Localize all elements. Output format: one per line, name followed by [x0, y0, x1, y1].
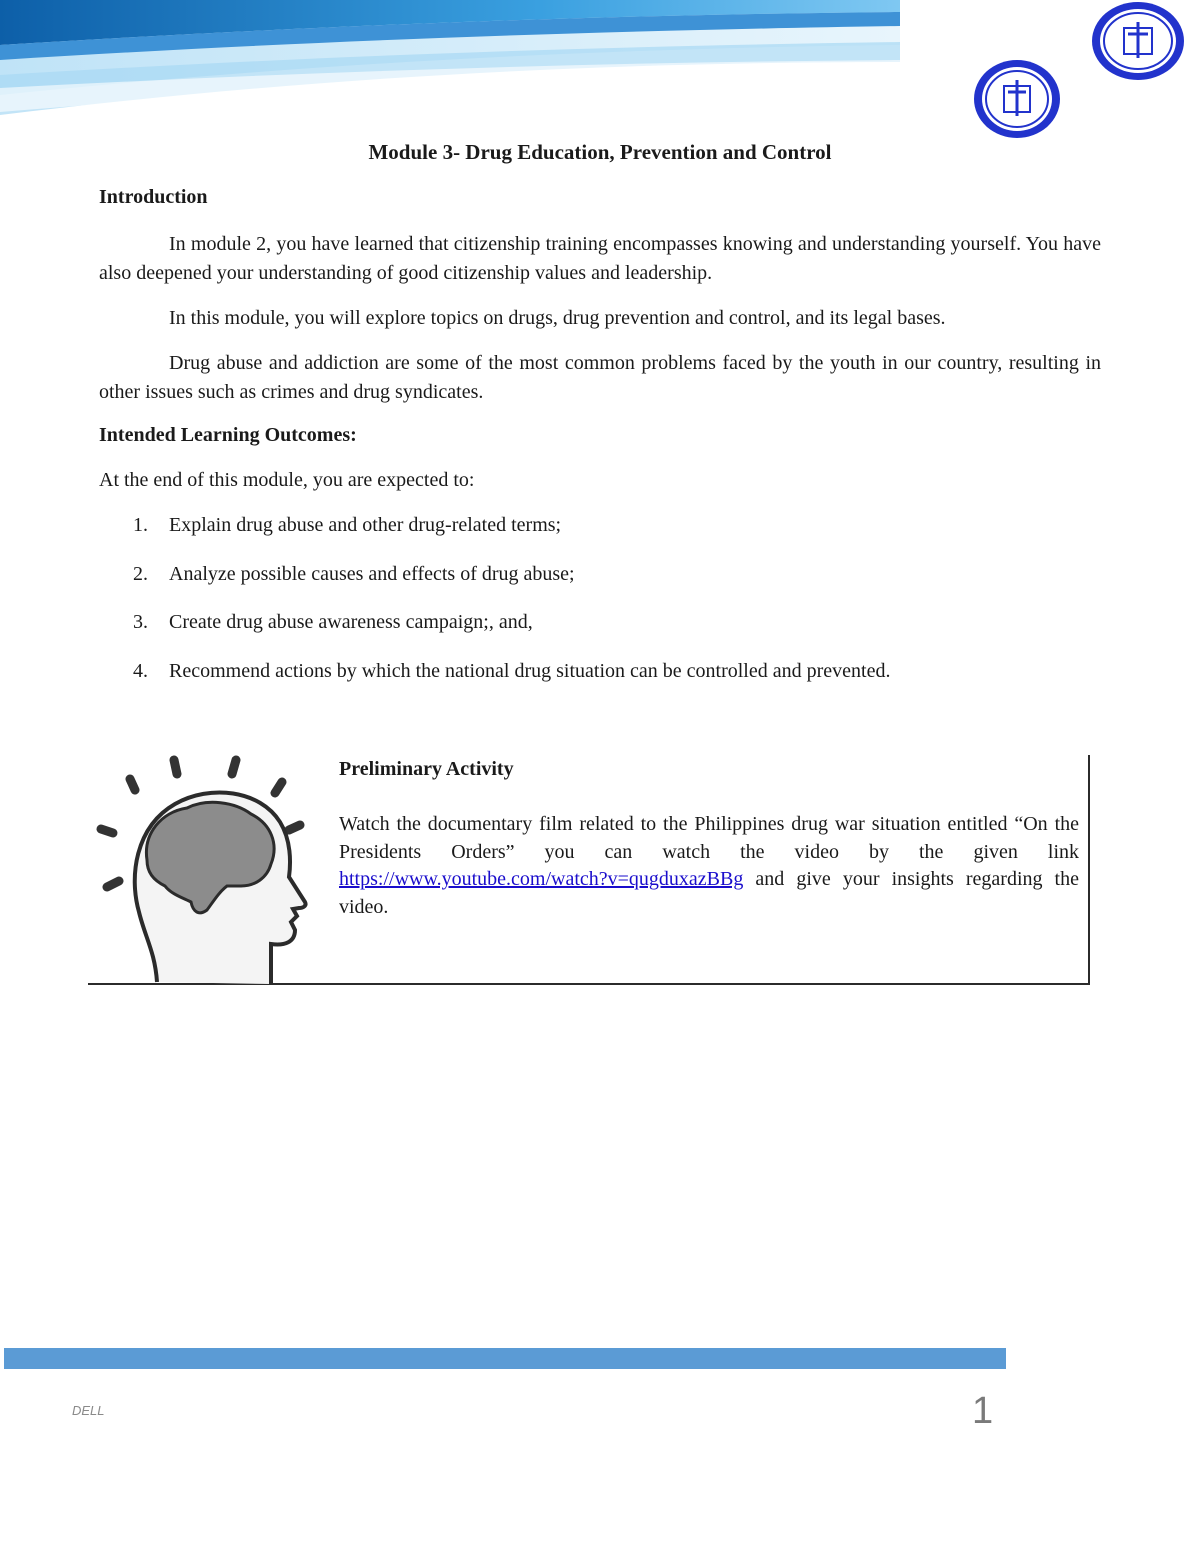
intro-paragraph: In module 2, you have learned that citizenship training encompasses knowing and understanding yourself. You have also deepened your understanding of good citizenship values and leadership. [99, 233, 1101, 284]
outcome-number: 1. [133, 514, 148, 536]
outcome-text: Explain drug abuse and other drug-related terms; [169, 514, 562, 536]
page-number: 1 [972, 1390, 994, 1432]
outcome-item [133, 563, 575, 586]
outcome-number: 3. [133, 611, 148, 633]
activity-text [339, 811, 1079, 921]
outcome-item [133, 514, 561, 537]
outcome-number: 4. [133, 660, 148, 682]
outcome-text: Recommend actions by which the national drug situation can be controlled and prevented. [169, 660, 891, 682]
activity-text-after: and give your insights regarding the video. [339, 868, 1079, 918]
introduction-heading: Introduction [99, 186, 208, 208]
outcome-item [133, 660, 890, 683]
header-wave-banner [0, 0, 900, 115]
outcome-item [133, 611, 533, 634]
university-seal-icon [972, 58, 1062, 140]
university-seal-icon [1090, 0, 1186, 82]
footer-bar [4, 1348, 1006, 1369]
outcomes-lead: At the end of this module, you are expected to: [99, 469, 475, 491]
activity-title: Preliminary Activity [339, 758, 514, 780]
head-brain-icon [95, 752, 325, 984]
footer-label: DELL [72, 1403, 105, 1418]
outcome-text: Analyze possible causes and effects of drug abuse; [169, 563, 575, 585]
page-title: Module 3- Drug Education, Prevention and Control [368, 140, 832, 164]
outcome-number: 2. [133, 563, 148, 585]
video-link[interactable]: https://www.youtube.com/watch?v=qugduxazBBg [339, 868, 744, 890]
intro-paragraph: In this module, you will explore topics on drugs, drug prevention and control, and its legal bases. [169, 307, 946, 329]
activity-text-before: Watch the documentary film related to the Philippines drug war situation entitled “On the Presidents Orders” you can watch the video by the given link [339, 813, 1079, 863]
intro-paragraph: Drug abuse and addiction are some of the most common problems faced by the youth in our country, resulting in other issues such as crimes and drug syndicates. [99, 352, 1101, 403]
outcomes-heading: Intended Learning Outcomes: [99, 424, 357, 446]
outcome-text: Create drug abuse awareness campaign;, and, [169, 611, 533, 633]
